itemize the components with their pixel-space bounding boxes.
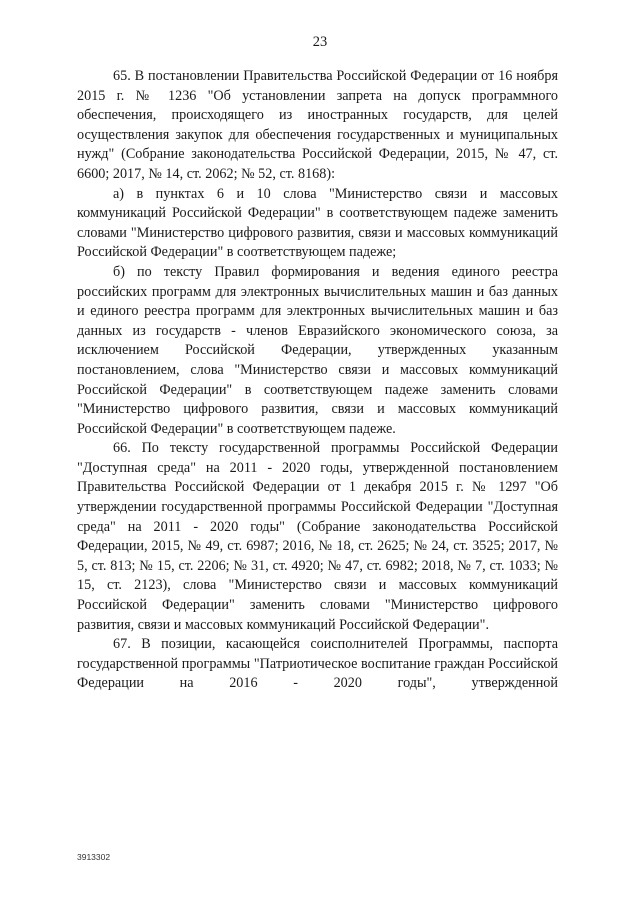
paragraph-66: 66. По тексту государственной программы Российской Федерации "Доступная среда" на 2011 - 2020 годы, утвержденной постановлением Правительства Российской Федерации от 1 декабря 2015 г. № 1297 "Об утверждении государственной программы Российской Федерации "Доступная среда" на 2011 - 2020 годы" (Собрание законодательства Российской Федерации, 2015, № 49, ст. 6987; 2016, № 18, ст. 2625; № 24, ст. 3525; 2017, № 5, ст. 813; № 15, ст. 2206; № 31, ст. 4920; № 47, ст. 6982; 2018, № 7, ст. 1033; № 15, ст. 2123), слова "Министерство связи и массовых коммуникаций Российской Федерации" заменить словами "Министерство цифрового развития, связи и массовых коммуникаций Российской Федерации". <box>77 440 558 633</box>
paragraph-65-b: б) по тексту Правил формирования и ведения единого реестра российских программ для электронных вычислительных машин и баз данных и единого реестра программ для электронных вычислительных машин и баз данных из государств - членов Евразийского экономического союза, за исключением Российской Федерации, утвержденных указанным постановлением, слова "Министерство связи и массовых коммуникаций Российской Федерации" в соответствующем падеже заменить словами "Министерство цифрового развития, связи и массовых коммуникаций Российской Федерации" в соответствующем падеже. <box>77 263 558 437</box>
paragraph-65-a: а) в пунктах 6 и 10 слова "Министерство связи и массовых коммуникаций Российской Федерации" в соответствующем падеже заменить словами "Министерство цифрового развития, связи и массовых коммуникаций Российской Федерации" в соответствующем падеже; <box>77 185 558 261</box>
paragraph-67: 67. В позиции, касающейся соисполнителей Программы, паспорта государственной программы "Патриотическое воспитание граждан Российской Федерации на 2016 - 2020 годы", утвержденной <box>77 636 558 692</box>
page-number: 23 <box>312 34 328 50</box>
document-body <box>77 67 558 694</box>
document-code: 3913302 <box>77 852 111 862</box>
paragraph-65: 65. В постановлении Правительства Российской Федерации от 16 ноября 2015 г. № 1236 "Об установлении запрета на допуск программного обеспечения, происходящего из иностранных государств, для целей осуществления закупок для обеспечения государственных и муниципальных нужд" (Собрание законодательства Российской Федерации, 2015, № 47, ст. 6600; 2017, № 14, ст. 2062; № 52, ст. 8168): <box>77 68 558 182</box>
